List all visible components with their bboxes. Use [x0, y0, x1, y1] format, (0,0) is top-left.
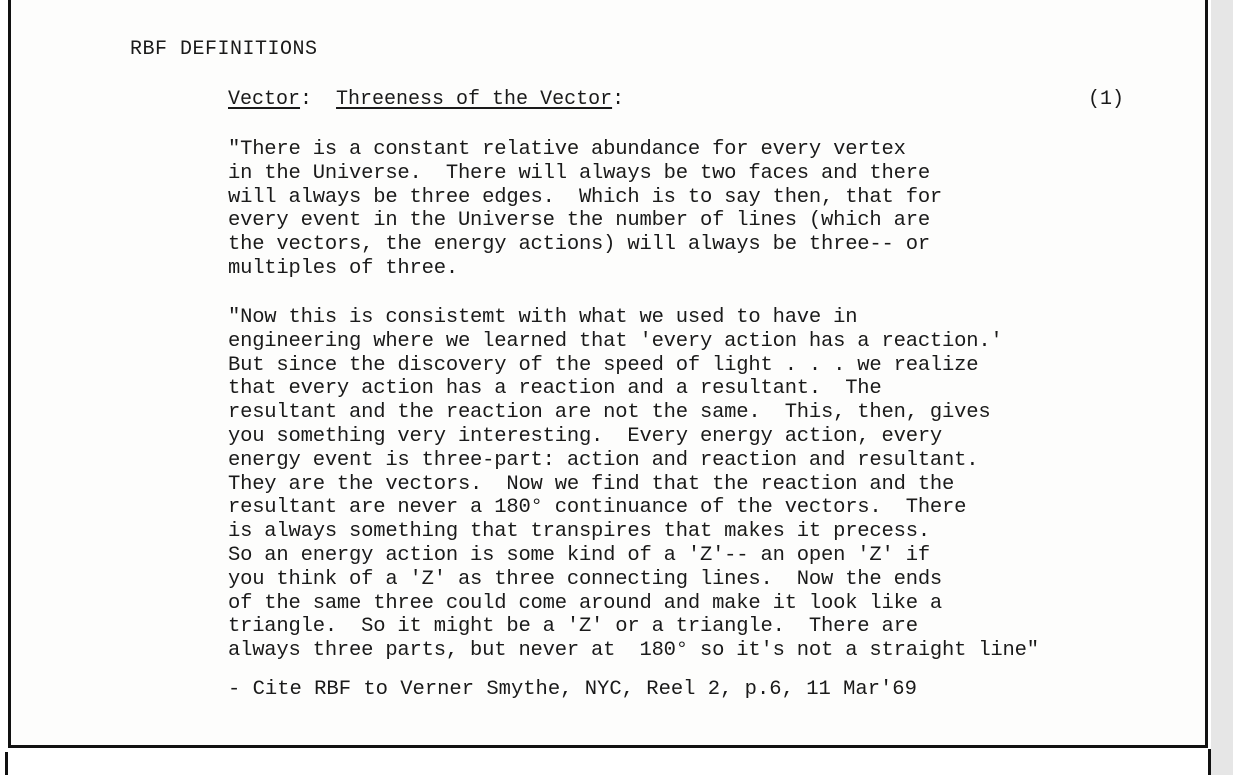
- text-line: multiples of three.: [228, 256, 458, 280]
- text-line: is always something that transpires that makes it precess.: [228, 520, 930, 544]
- text-line: They are the vectors. Now we find that the reaction and the: [228, 472, 955, 496]
- next-card-edge: [0, 749, 1211, 775]
- text-line: you something very interesting. Every energy action, every: [228, 424, 943, 448]
- text-line: every event in the Universe the number of lines (which are: [228, 209, 930, 233]
- text-line: triangle. So it might be a 'Z' or a triangle. There are: [228, 615, 918, 639]
- colon-1: :: [300, 88, 337, 111]
- text-line: engineering where we learned that 'every action has a reaction.': [228, 329, 1003, 353]
- text-line: the vectors, the energy actions) will always be three-- or: [228, 233, 930, 257]
- text-line: So an energy action is some kind of a 'Z'-- an open 'Z' if: [228, 543, 930, 567]
- text-line: energy event is three-part: action and reaction and resultant.: [228, 448, 979, 472]
- text-line: resultant and the reaction are not the same. This, then, gives: [228, 401, 991, 425]
- text-line: of the same three could come around and make it look like a: [228, 591, 943, 615]
- text-line: will always be three edges. Which is to say then, that for: [228, 185, 943, 209]
- text-line: But since the discovery of the speed of light . . . we realize: [228, 353, 979, 377]
- text-line: you think of a 'Z' as three connecting lines. Now the ends: [228, 567, 943, 591]
- page-edge-strip: [1211, 0, 1233, 775]
- quote-paragraph-1: [228, 138, 1188, 281]
- colon-2: :: [612, 88, 625, 111]
- text-line: "There is a constant relative abundance for every vertex: [228, 138, 906, 161]
- subterm-label: Threeness of the Vector: [336, 88, 613, 111]
- term-label: Vector: [228, 88, 301, 111]
- page-title: RBF DEFINITIONS: [130, 38, 318, 61]
- text-line: in the Universe. There will always be two faces and there: [228, 161, 930, 185]
- text-line: resultant are never a 180° continuance of the vectors. There: [228, 496, 967, 520]
- entry-header: [228, 88, 1128, 111]
- text-line: "Now this is consistemt with what we used to have in: [228, 306, 858, 329]
- reference-number: (1): [1088, 88, 1125, 111]
- text-line: that every action has a reaction and a resultant. The: [228, 377, 882, 401]
- quote-paragraph-2: [228, 306, 1188, 663]
- text-line: always three parts, but never at 180° so it's not a straight line": [228, 639, 1039, 663]
- citation: - Cite RBF to Verner Smythe, NYC, Reel 2, p.6, 11 Mar'69: [228, 678, 917, 701]
